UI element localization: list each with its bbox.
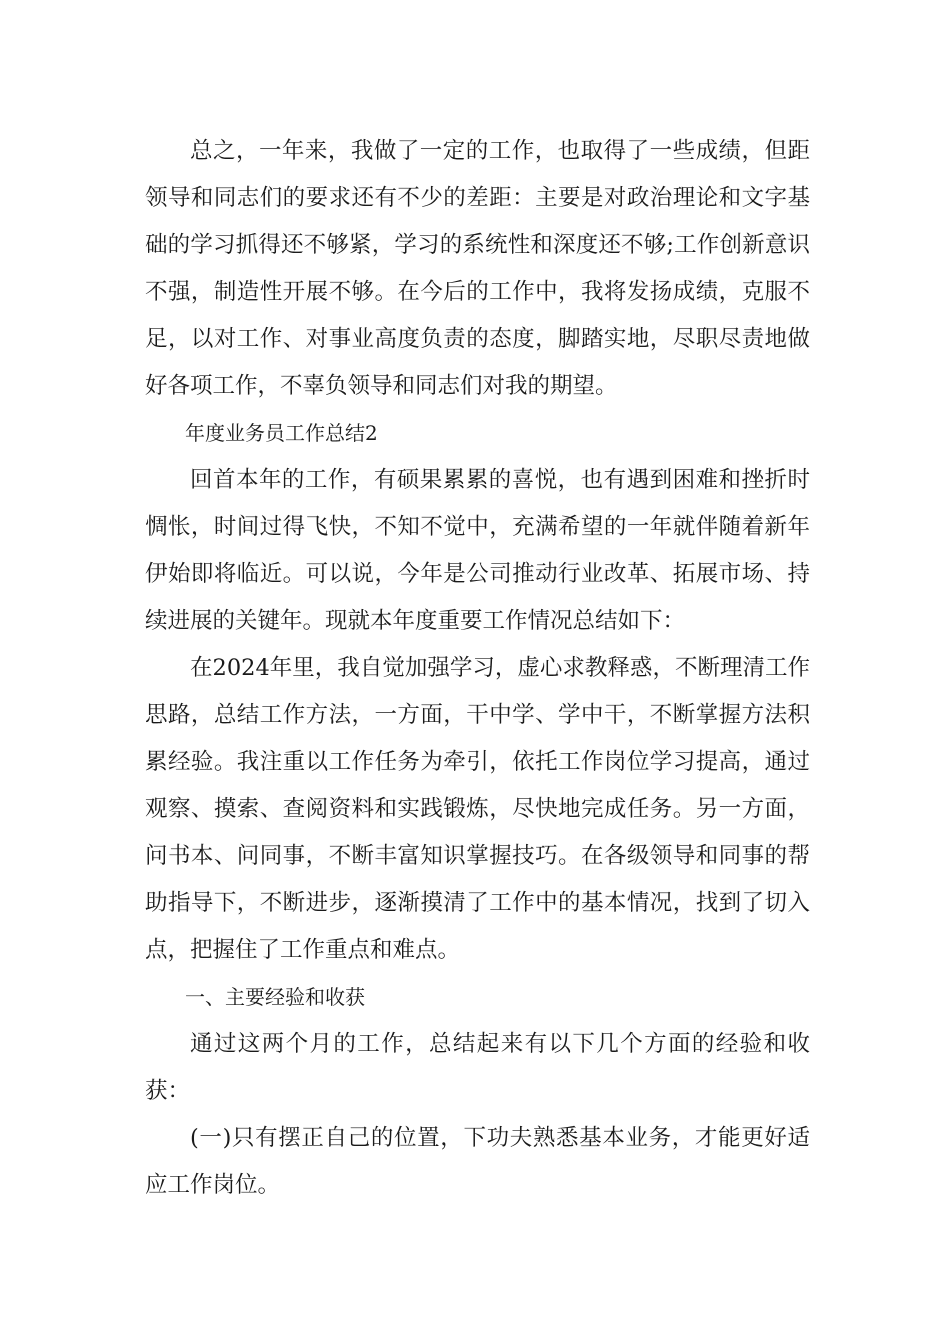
section-title: 年度业务员工作总结2 <box>185 421 378 445</box>
document-body <box>145 128 810 1209</box>
paragraph-learning: 在2024年里，我自觉加强学习，虚心求教释惑，不断理清工作思路，总结工作方法，一方面，干中学、学中干，不断掌握方法积累经验。我注重以工作任务为牵引，依托工作岗位学习提高，通过观察、摸索、查阅资料和实践锻炼，尽快地完成任务。另一方面，问书本、问同事，不断丰富知识掌握技巧。在各级领导和同事的帮助指导下，不断进步，逐渐摸清了工作中的基本情况，找到了切入点，把握住了工作重点和难点。 <box>145 655 810 963</box>
paragraph-summary: 总之，一年来，我做了一定的工作，也取得了一些成绩，但距领导和同志们的要求还有不少的差距：主要是对政治理论和文字基础的学习抓得还不够紧，学习的系统性和深度还不够;工作创新意识不强，制造性开展不够。在今后的工作中，我将发扬成绩，克服不足，以对工作、对事业高度负责的态度，脚踏实地，尽职尽责地做好各项工作，不辜负领导和同志们对我的期望。 <box>145 138 810 399</box>
paragraph-intro: 通过这两个月的工作，总结起来有以下几个方面的经验和收获： <box>145 1031 810 1104</box>
paragraph-review: 回首本年的工作，有硕果累累的喜悦，也有遇到困难和挫折时惆怅，时间过得飞快，不知不觉中，充满希望的一年就伴随着新年伊始即将临近。可以说，今年是公司推动行业改革、拓展市场、持续进展的关键年。现就本年度重要工作情况总结如下： <box>145 467 810 634</box>
paragraph-point-one: (一)只有摆正自己的位置，下功夫熟悉基本业务，才能更好适应工作岗位。 <box>145 1125 810 1198</box>
subsection-title: 一、主要经验和收获 <box>185 985 365 1009</box>
